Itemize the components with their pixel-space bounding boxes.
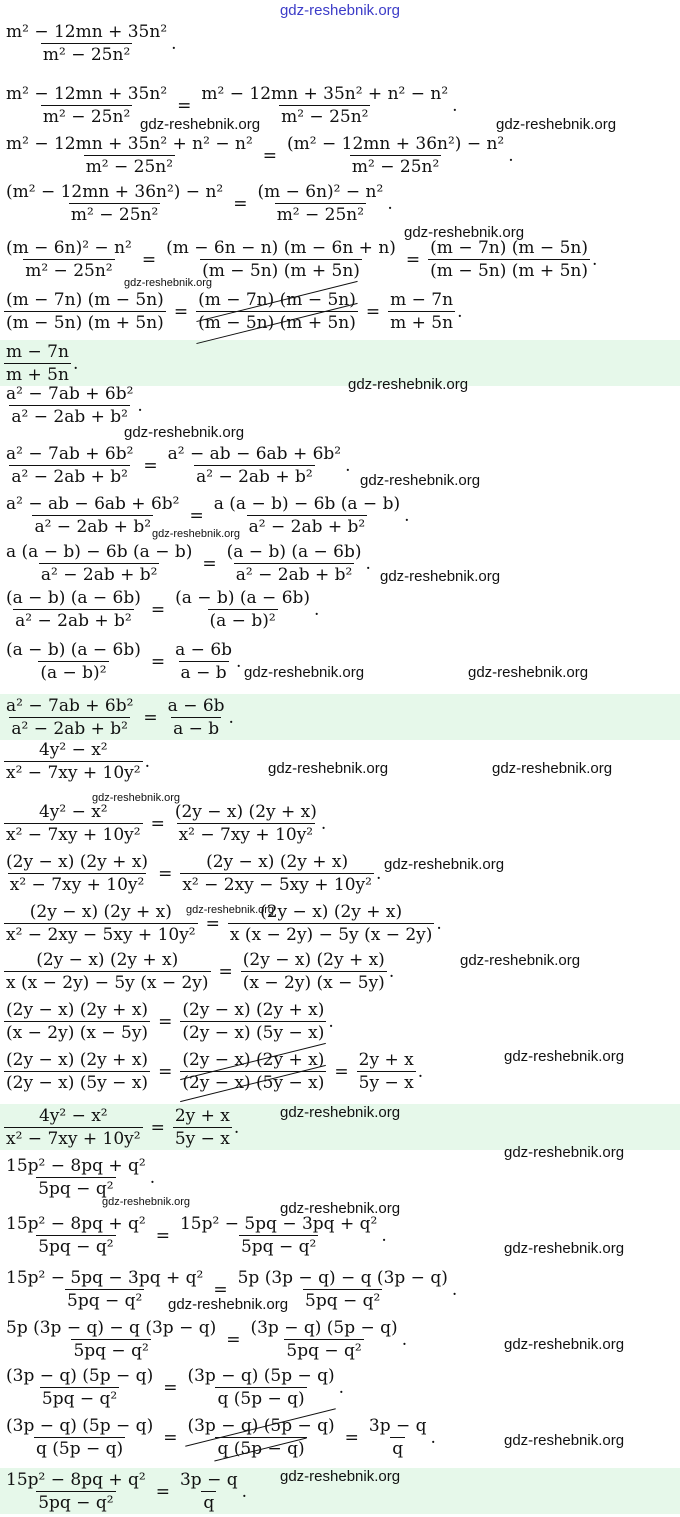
numerator: (3p − q) (5p − q) <box>250 1318 398 1338</box>
numerator: (2y − x) (2y + x) <box>29 902 172 922</box>
denominator: (m − 5n) (m + 5n) <box>198 313 356 333</box>
denominator: 5pq − q² <box>305 1291 381 1311</box>
numerator: 4y² − x² <box>38 1106 108 1126</box>
numerator: 5p (3p − q) − q (3p − q) <box>6 1318 217 1338</box>
numerator: (m − 6n)² − n² <box>6 238 132 258</box>
denominator: 5pq − q² <box>41 1389 118 1409</box>
equals-sign: = <box>150 599 166 620</box>
denominator: m² − 25n² <box>42 107 131 127</box>
watermark: gdz-reshebnik.org <box>102 1196 191 1208</box>
denominator: x² − 7xy + 10y² <box>6 825 141 845</box>
denominator: m² − 25n² <box>42 45 131 65</box>
fraction <box>367 1416 429 1459</box>
fraction <box>4 1470 148 1513</box>
denominator: x² − 2xy − 5xy + 10y² <box>6 925 196 945</box>
equation-line <box>3 342 78 385</box>
denominator: (m − 5n) (m + 5n) <box>202 261 360 281</box>
fraction <box>4 640 143 683</box>
denominator: 5y − x <box>358 1073 414 1093</box>
fraction <box>4 1156 148 1199</box>
watermark: gdz-reshebnik.org <box>504 1240 625 1257</box>
equals-sign: = <box>189 505 204 526</box>
period: . <box>228 707 234 728</box>
denominator: (a − b)² <box>209 611 276 631</box>
equals-sign: = <box>262 145 278 166</box>
fraction <box>185 1416 336 1459</box>
period: . <box>171 33 177 54</box>
numerator: (m − 7n) (m − 5n) <box>198 290 356 310</box>
period: . <box>508 145 514 166</box>
watermark: gdz-reshebnik.org <box>460 952 581 969</box>
numerator: 2y + x <box>358 1050 414 1070</box>
numerator: (2y − x) (2y + x) <box>6 1050 149 1070</box>
fraction <box>4 1000 150 1043</box>
equals-sign: = <box>334 1061 349 1082</box>
equation-line <box>3 1214 387 1257</box>
period: . <box>401 1329 408 1350</box>
denominator: x² − 7xy + 10y² <box>6 763 141 783</box>
period: . <box>404 505 410 526</box>
denominator: a² − 2ab + b² <box>11 407 128 427</box>
equals-sign: = <box>158 863 173 884</box>
denominator: a − b <box>180 663 227 683</box>
equals-sign: = <box>344 1427 359 1448</box>
equation-line <box>3 542 371 585</box>
equals-sign: = <box>155 1225 170 1246</box>
numerator: (3p − q) (5p − q) <box>6 1416 154 1436</box>
denominator: 5pq − q² <box>286 1341 362 1361</box>
denominator: (2y − x) (5y − x) <box>182 1023 325 1043</box>
equation-line <box>3 950 394 993</box>
period: . <box>345 455 351 476</box>
denominator: m² − 25n² <box>70 205 159 225</box>
fraction <box>4 740 143 783</box>
equals-sign: = <box>405 249 421 270</box>
numerator: a − 6b <box>167 696 225 716</box>
period: . <box>375 863 382 884</box>
equation-line <box>3 1416 436 1459</box>
numerator: a² − 7ab + 6b² <box>6 444 134 464</box>
fraction <box>4 134 255 177</box>
denominator: 5pq − q² <box>67 1291 143 1311</box>
numerator: (a − b) (a − 6b) <box>175 588 311 608</box>
answer-highlight <box>0 340 680 386</box>
equals-sign: = <box>202 553 217 574</box>
fraction <box>4 1106 143 1149</box>
denominator: (x − 2y) (x − 5y) <box>242 973 385 993</box>
numerator: (m − 7n) (m − 5n) <box>6 290 164 310</box>
denominator: 5pq − q² <box>38 1493 114 1513</box>
fraction <box>180 1050 326 1093</box>
period: . <box>314 599 320 620</box>
fraction <box>285 134 506 177</box>
watermark: gdz-reshebnik.org <box>186 904 275 916</box>
numerator: a − 6b <box>175 640 233 660</box>
numerator: 4y² − x² <box>38 802 108 822</box>
denominator: a² − 2ab + b² <box>196 467 313 487</box>
numerator: (m − 6n)² − n² <box>257 182 384 202</box>
equation-line <box>3 1106 239 1149</box>
denominator: x² − 7xy + 10y² <box>6 1129 141 1149</box>
fraction <box>166 444 343 487</box>
period: . <box>72 353 79 374</box>
watermark: gdz-reshebnik.org <box>504 1432 625 1449</box>
fraction <box>178 1470 240 1513</box>
numerator: 2y + x <box>174 1106 230 1126</box>
numerator: (2y − x) (2y + x) <box>182 1050 325 1070</box>
equation-line <box>3 1470 247 1513</box>
fraction <box>4 290 166 333</box>
denominator: a² − 2ab + b² <box>248 517 366 537</box>
numerator: a² − ab − 6ab + 6b² <box>6 494 180 514</box>
denominator: x² − 7xy + 10y² <box>9 875 145 895</box>
numerator: 15p² − 8pq + q² <box>6 1470 146 1490</box>
watermark: gdz-reshebnik.org <box>504 1048 625 1065</box>
numerator: (3p − q) (5p − q) <box>187 1366 335 1386</box>
fraction <box>4 1416 155 1459</box>
denominator: a² − 2ab + b² <box>11 719 128 739</box>
numerator: m² − 12mn + 35n² + n² − n² <box>6 134 253 154</box>
denominator: q <box>203 1493 215 1513</box>
denominator: 5y − x <box>174 1129 230 1149</box>
denominator: (x − 2y) (x − 5y) <box>6 1023 149 1043</box>
numerator: 3p − q <box>368 1416 427 1436</box>
fraction <box>178 1214 379 1257</box>
denominator: m² − 25n² <box>25 261 113 281</box>
fraction <box>4 542 194 585</box>
watermark: gdz-reshebnik.org <box>504 1144 625 1161</box>
fraction <box>4 182 225 225</box>
denominator: a² − 2ab + b² <box>235 565 353 585</box>
denominator: (2y − x) (5y − x) <box>6 1073 149 1093</box>
equation-line <box>3 852 381 895</box>
fraction <box>4 852 150 895</box>
denominator: x² − 7xy + 10y² <box>178 825 314 845</box>
denominator: (2y − x) (5y − x) <box>182 1073 325 1093</box>
equals-sign: = <box>218 961 233 982</box>
equation-line <box>3 588 319 631</box>
period: . <box>320 813 327 834</box>
fraction <box>173 640 234 683</box>
numerator: (m − 7n) (m − 5n) <box>430 238 588 258</box>
numerator: (2y − x) (2y + x) <box>206 852 349 872</box>
equation-line <box>3 1000 334 1043</box>
fraction <box>180 1000 326 1043</box>
watermark: gdz-reshebnik.org <box>152 528 241 540</box>
fraction <box>166 696 227 739</box>
watermark: gdz-reshebnik.org <box>168 1296 289 1313</box>
numerator: 4y² − x² <box>38 740 108 760</box>
watermark-top: gdz-reshebnik.org <box>279 2 401 19</box>
equation-line <box>3 134 514 177</box>
numerator: (3p − q) (5p − q) <box>6 1366 154 1386</box>
fraction <box>388 290 455 333</box>
numerator: (2y − x) (2y + x) <box>174 802 317 822</box>
numerator: m − 7n <box>6 342 69 362</box>
watermark: gdz-reshebnik.org <box>244 664 365 681</box>
denominator: q (5p − q) <box>36 1439 124 1459</box>
numerator: a² − 7ab + 6b² <box>6 696 134 716</box>
denominator: a² − 2ab + b² <box>40 565 158 585</box>
numerator: (m² − 12mn + 36n²) − n² <box>6 182 224 202</box>
watermark: gdz-reshebnik.org <box>504 1336 625 1353</box>
numerator: (3p − q) (5p − q) <box>187 1416 335 1436</box>
denominator: x (x − 2y) − 5y (x − 2y) <box>6 973 209 993</box>
fraction <box>4 384 135 427</box>
watermark: gdz-reshebnik.org <box>268 760 389 777</box>
fraction <box>196 290 358 333</box>
period: . <box>417 1061 424 1082</box>
period: . <box>436 913 442 934</box>
denominator: m + 5n <box>390 313 454 333</box>
equals-sign: = <box>158 1061 173 1082</box>
fraction <box>4 22 169 65</box>
fraction <box>357 1050 416 1093</box>
denominator: q (5p − q) <box>217 1439 305 1459</box>
numerator: (2y − x) (2y + x) <box>182 1000 325 1020</box>
period: . <box>236 651 242 672</box>
fraction <box>180 852 374 895</box>
period: . <box>149 1167 156 1188</box>
denominator: q <box>392 1439 404 1459</box>
numerator: m² − 12mn + 35n² <box>6 22 168 42</box>
equation-line <box>3 444 351 487</box>
fraction <box>173 1106 232 1149</box>
denominator: 5pq − q² <box>73 1341 149 1361</box>
equation-line <box>3 1156 155 1199</box>
period: . <box>137 395 143 416</box>
fraction <box>4 238 134 281</box>
fraction <box>4 950 211 993</box>
numerator: a (a − b) − 6b (a − b) <box>213 494 401 514</box>
period: . <box>430 1427 436 1448</box>
fraction <box>4 444 135 487</box>
fraction <box>4 802 143 845</box>
watermark: gdz-reshebnik.org <box>384 856 505 873</box>
watermark: gdz-reshebnik.org <box>124 277 213 289</box>
numerator: (a − b) (a − 6b) <box>226 542 362 562</box>
watermark: gdz-reshebnik.org <box>140 116 261 133</box>
numerator: 15p² − 8pq + q² <box>6 1156 146 1176</box>
equals-sign: = <box>150 651 166 672</box>
period: . <box>387 193 393 214</box>
period: . <box>144 751 150 772</box>
denominator: 5pq − q² <box>240 1237 317 1257</box>
fraction <box>225 542 364 585</box>
denominator: m² − 25n² <box>276 205 365 225</box>
fraction <box>164 238 398 281</box>
period: . <box>338 1377 345 1398</box>
fraction <box>4 1366 155 1409</box>
equation-line <box>3 1050 423 1093</box>
numerator: (a − b) (a − 6b) <box>6 588 141 608</box>
period: . <box>451 1279 458 1300</box>
fraction <box>4 588 143 631</box>
equation-line <box>3 22 177 65</box>
watermark: gdz-reshebnik.org <box>360 472 481 489</box>
numerator: m − 7n <box>390 290 454 310</box>
equals-sign: = <box>213 1279 228 1300</box>
denominator: m² − 25n² <box>351 157 440 177</box>
equals-sign: = <box>173 301 189 322</box>
numerator: (2y − x) (2y + x) <box>6 852 149 872</box>
watermark: gdz-reshebnik.org <box>124 424 245 441</box>
watermark: gdz-reshebnik.org <box>380 568 501 585</box>
equals-sign: = <box>150 813 165 834</box>
fraction <box>185 1366 336 1409</box>
denominator: a² − 2ab + b² <box>15 611 132 631</box>
numerator: m² − 12mn + 35n² <box>6 84 168 104</box>
numerator: (a − b) (a − 6b) <box>6 640 141 660</box>
fraction <box>4 1318 218 1361</box>
fraction <box>4 902 198 945</box>
period: . <box>241 1481 248 1502</box>
denominator: m + 5n <box>6 365 69 385</box>
numerator: a (a − b) − 6b (a − b) <box>6 542 193 562</box>
denominator: m² − 25n² <box>281 107 369 127</box>
equals-sign: = <box>158 1011 173 1032</box>
equation-line <box>3 696 234 739</box>
denominator: m² − 25n² <box>85 157 174 177</box>
watermark: gdz-reshebnik.org <box>280 1468 401 1485</box>
fraction <box>173 588 312 631</box>
equals-sign: = <box>163 1427 178 1448</box>
watermark: gdz-reshebnik.org <box>492 760 613 777</box>
equation-line <box>3 182 393 225</box>
equals-sign: = <box>143 707 158 728</box>
fraction <box>248 1318 399 1361</box>
fraction <box>241 950 387 993</box>
period: . <box>365 553 371 574</box>
equation-line <box>3 384 143 427</box>
equals-sign: = <box>233 193 248 214</box>
numerator: a² − 7ab + 6b² <box>6 384 134 404</box>
equals-sign: = <box>141 249 157 270</box>
fraction <box>173 802 319 845</box>
numerator: a² − ab − 6ab + 6b² <box>167 444 342 464</box>
numerator: (2y − x) (2y + x) <box>260 902 403 922</box>
numerator: 15p² − 5pq − 3pq + q² <box>179 1214 378 1234</box>
watermark: gdz-reshebnik.org <box>92 792 181 804</box>
numerator: (2y − x) (2y + x) <box>36 950 179 970</box>
denominator: q (5p − q) <box>217 1389 305 1409</box>
fraction <box>4 1050 150 1093</box>
period: . <box>452 95 458 116</box>
numerator: 5p (3p − q) − q (3p − q) <box>237 1268 448 1288</box>
denominator: a² − 2ab + b² <box>11 467 128 487</box>
numerator: (m² − 12mn + 36n²) − n² <box>287 134 505 154</box>
equals-sign: = <box>150 1117 165 1138</box>
denominator: x² − 2xy − 5xy + 10y² <box>182 875 372 895</box>
period: . <box>381 1225 387 1246</box>
period: . <box>591 249 598 270</box>
numerator: (2y − x) (2y + x) <box>242 950 385 970</box>
fraction <box>428 238 590 281</box>
denominator: 5pq − q² <box>38 1237 114 1257</box>
equals-sign: = <box>177 95 192 116</box>
period: . <box>328 1011 334 1032</box>
watermark: gdz-reshebnik.org <box>280 1200 401 1217</box>
numerator: 15p² − 8pq + q² <box>6 1214 146 1234</box>
watermark: gdz-reshebnik.org <box>348 376 469 393</box>
equals-sign: = <box>143 455 158 476</box>
equation-line <box>3 1366 344 1409</box>
fraction <box>4 342 71 385</box>
fraction <box>4 696 135 739</box>
numerator: 15p² − 5pq − 3pq + q² <box>6 1268 204 1288</box>
equation-line <box>3 640 241 683</box>
equals-sign: = <box>163 1377 178 1398</box>
denominator: (m − 5n) (m + 5n) <box>430 261 588 281</box>
fraction <box>255 182 385 225</box>
denominator: (m − 5n) (m + 5n) <box>6 313 164 333</box>
equation-line <box>3 740 150 783</box>
equation-line <box>3 290 462 333</box>
denominator: x (x − 2y) − 5y (x − 2y) <box>229 925 433 945</box>
denominator: (a − b)² <box>40 663 107 683</box>
denominator: a − b <box>173 719 220 739</box>
fraction <box>212 494 402 537</box>
equation-line <box>3 238 597 281</box>
equals-sign: = <box>226 1329 241 1350</box>
denominator: a² − 2ab + b² <box>34 517 152 537</box>
period: . <box>233 1117 240 1138</box>
watermark: gdz-reshebnik.org <box>404 224 525 241</box>
numerator: 3p − q <box>179 1470 238 1490</box>
period: . <box>457 301 463 322</box>
numerator: (2y − x) (2y + x) <box>6 1000 149 1020</box>
fraction <box>4 1214 148 1257</box>
equation-line <box>3 802 326 845</box>
equals-sign: = <box>365 301 381 322</box>
equation-line <box>3 1318 407 1361</box>
numerator: m² − 12mn + 35n² + n² − n² <box>201 84 449 104</box>
period: . <box>388 961 395 982</box>
equals-sign: = <box>205 913 220 934</box>
numerator: (m − 6n − n) (m − 6n + n) <box>166 238 396 258</box>
equals-sign: = <box>155 1481 170 1502</box>
denominator: 5pq − q² <box>38 1179 114 1199</box>
watermark: gdz-reshebnik.org <box>496 116 617 133</box>
watermark: gdz-reshebnik.org <box>280 1104 401 1121</box>
watermark: gdz-reshebnik.org <box>468 664 589 681</box>
